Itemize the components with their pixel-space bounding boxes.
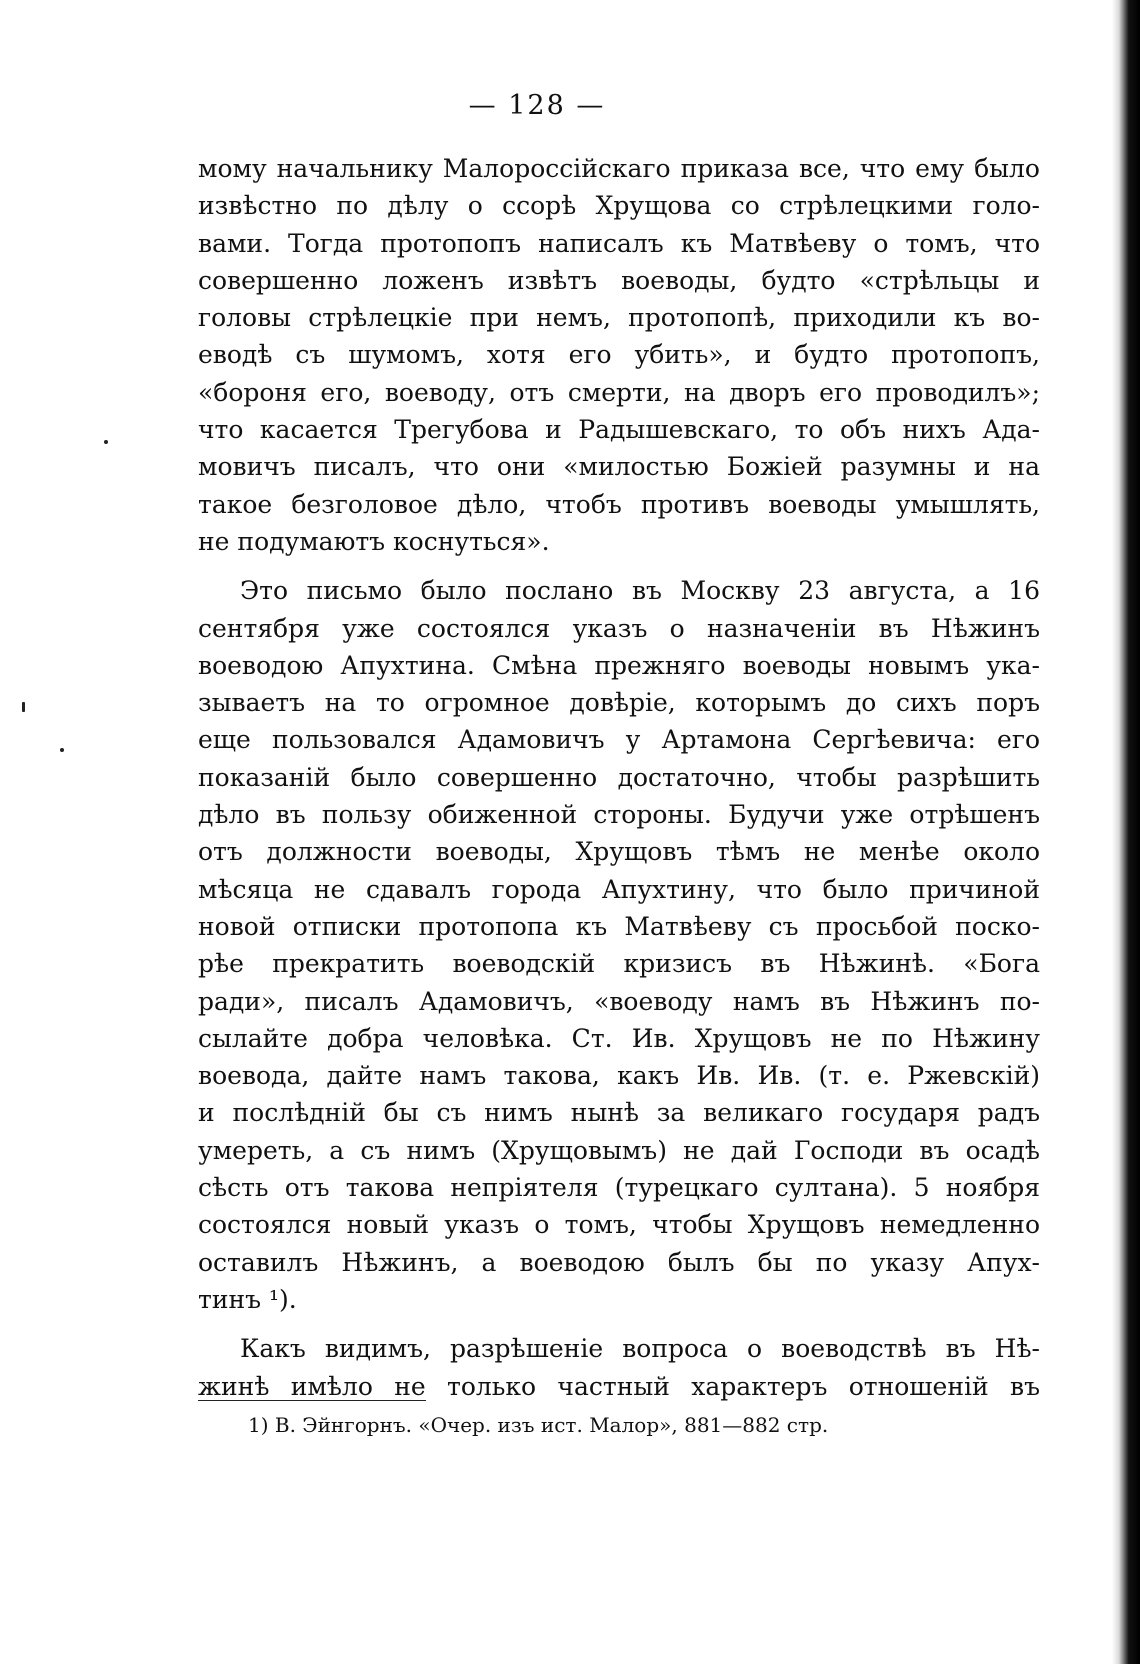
text-line: жинѣ имѣло не только частный характеръ отношеній въ — [198, 1371, 1040, 1401]
text-line: новой отписки протопопа къ Матвѣеву съ просьбой поско- — [198, 911, 1040, 941]
text-line: Какъ видимъ, разрѣшеніе вопроса о воеводствѣ въ Нѣ- — [240, 1334, 1040, 1364]
text-line: и послѣдній бы съ нимъ нынѣ за великаго государя радъ — [198, 1098, 1040, 1128]
scan-speck — [60, 748, 64, 752]
text-line: Это письмо было послано въ Москву 23 августа, а 16 — [240, 576, 1040, 606]
text-line: сылайте добра человѣка. Ст. Ив. Хрущовъ не по Нѣжину — [198, 1023, 1040, 1053]
text-line: дѣло въ пользу обиженной стороны. Будучи уже отрѣшенъ — [198, 800, 1040, 830]
text-line: что касается Трегубова и Радышевскаго, то объ нихъ Ада- — [198, 415, 1040, 445]
paragraph-gap — [198, 560, 1040, 572]
text-line: сѣсть отъ такова непріятеля (турецкаго султана). 5 ноября — [198, 1173, 1040, 1203]
text-line: показаній было совершенно достаточно, чтобы разрѣшить — [198, 762, 1040, 792]
text-line: зываетъ на то огромное довѣріе, которымъ до сихъ поръ — [198, 688, 1040, 718]
text-line: головы стрѣлецкіе при немъ, протопопѣ, приходили къ во- — [198, 303, 1040, 333]
text-line: сентября уже состоялся указъ о назначеніи въ Нѣжинъ — [198, 613, 1040, 643]
text-line: еводѣ съ шумомъ, хотя его убить», и будто протопопъ, — [198, 340, 1040, 370]
text-line: «бороня его, воеводу, отъ смерти, на дворъ его проводилъ»; — [198, 377, 1040, 407]
text-line: мѣсяца не сдавалъ города Апухтину, что было причиной — [198, 874, 1040, 904]
text-line: совершенно ложенъ извѣтъ воеводы, будто «стрѣльцы и — [198, 265, 1040, 295]
scan-edge-shadow — [1112, 0, 1140, 1664]
text-line: ради», писалъ Адамовичъ, «воеводу намъ въ Нѣжинъ по- — [198, 986, 1040, 1016]
footnote-rule — [198, 1400, 426, 1401]
text-line: рѣе прекратить воеводскій кризисъ въ Нѣжинѣ. «Бога — [198, 949, 1040, 979]
text-line: отъ должности воеводы, Хрущовъ тѣмъ не менѣе около — [198, 837, 1040, 867]
text-line: такое безголовое дѣло, чтобъ противъ воеводы умышлять, — [198, 489, 1040, 519]
text-line: умереть, а съ нимъ (Хрущовымъ) не дай Господи въ осадѣ — [198, 1135, 1040, 1165]
text-line: мому начальнику Малороссійскаго приказа все, что ему было — [198, 154, 1040, 183]
text-line: оставилъ Нѣжинъ, а воеводою былъ бы по указу Апух- — [198, 1247, 1040, 1277]
text-line: вами. Тогда протопопъ написалъ къ Матвѣеву о томъ, что — [198, 228, 1040, 258]
scan-speck — [104, 440, 108, 444]
body-text — [198, 150, 1040, 1405]
text-line: еще пользовался Адамовичъ у Артамона Сергѣевича: его — [198, 725, 1040, 755]
text-line: тинъ ¹). — [198, 1284, 297, 1314]
scan-speck — [22, 702, 25, 712]
text-line: воевода, дайте намъ такова, какъ Ив. Ив. (т. е. Ржевскій) — [198, 1061, 1040, 1091]
text-line: воеводою Апухтина. Смѣна прежняго воеводы новымъ ука- — [198, 650, 1040, 680]
text-line: состоялся новый указъ о томъ, чтобы Хрущовъ немедленно — [198, 1210, 1040, 1240]
text-line: извѣстно по дѣлу о ссорѣ Хрущова со стрѣлецкими голо- — [198, 191, 1040, 221]
page-number: — 128 — — [468, 90, 606, 121]
paragraph-gap — [198, 1318, 1040, 1330]
text-line: не подумаютъ коснуться». — [198, 526, 550, 556]
text-line: мовичъ писалъ, что они «милостью Божіей разумны и на — [198, 452, 1040, 482]
footnote: 1) В. Эйнгорнъ. «Очер. изъ ист. Малор», 881—882 стр. — [248, 1413, 829, 1437]
